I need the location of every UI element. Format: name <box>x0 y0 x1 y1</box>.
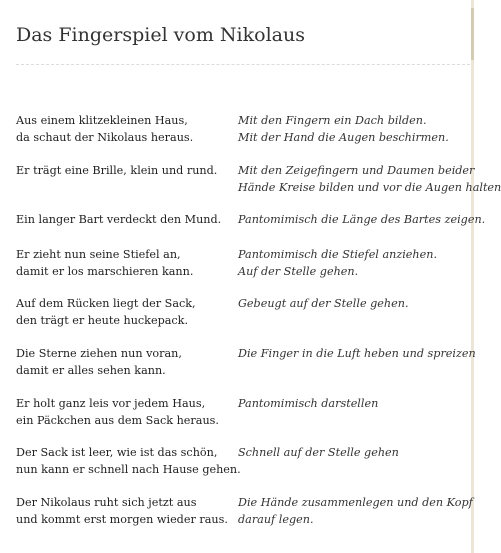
verse-line: Ein langer Bart verdeckt den Mund. <box>16 213 222 226</box>
action-line: Gebeugt auf der Stelle gehen. <box>238 297 409 310</box>
stanza-3 <box>16 211 486 247</box>
stanza-6 <box>16 345 474 381</box>
verse-text <box>16 295 236 329</box>
page-title: Das Fingerspiel vom Nikolaus <box>16 24 305 46</box>
action-text <box>238 444 474 461</box>
action-line: Die Finger in die Luft heben und spreizen <box>238 347 476 360</box>
stanza-2 <box>16 162 501 198</box>
verse-line: Die Sterne ziehen nun voran, <box>16 347 182 360</box>
stanza-7 <box>16 395 474 431</box>
verse-line: Aus einem klitzekleinen Haus, <box>16 114 188 127</box>
verse-line: Auf dem Rücken liegt der Sack, <box>16 297 196 310</box>
action-line: Die Hände zusammenlegen und den Kopf <box>238 496 473 509</box>
action-text <box>238 494 474 528</box>
verse-line: ein Päckchen aus dem Sack heraus. <box>16 414 219 427</box>
verse-text <box>16 211 236 228</box>
verse-line: Der Sack ist leer, wie ist das schön, <box>16 446 218 459</box>
verse-text <box>16 246 236 280</box>
action-text <box>238 112 474 146</box>
action-text <box>238 395 474 412</box>
verse-line: den trägt er heute huckepack. <box>16 314 189 327</box>
verse-line: Der Nikolaus ruht sich jetzt aus <box>16 496 197 509</box>
action-line: Auf der Stelle gehen. <box>238 265 359 278</box>
verse-line: und kommt erst morgen wieder raus. <box>16 513 228 526</box>
stanza-1 <box>16 112 474 148</box>
verse-line: damit er los marschieren kann. <box>16 265 194 278</box>
action-line: Hände Kreise bilden und vor die Augen halten <box>238 181 501 194</box>
verse-text <box>16 395 236 429</box>
action-text <box>238 246 474 280</box>
action-text <box>238 345 474 362</box>
action-line: Mit den Fingern ein Dach bilden. <box>238 114 427 127</box>
action-line: Pantomimisch die Länge des Bartes zeigen. <box>238 213 486 226</box>
verse-line: nun kann er schnell nach Hause gehen. <box>16 463 241 476</box>
verse-text <box>16 345 236 379</box>
verse-text <box>16 494 236 528</box>
action-line: Mit der Hand die Augen beschirmen. <box>238 131 449 144</box>
action-line: Schnell auf der Stelle gehen <box>238 446 399 459</box>
action-text <box>238 211 486 228</box>
action-line: Pantomimisch die Stiefel anziehen. <box>238 248 437 261</box>
verse-line: da schaut der Nikolaus heraus. <box>16 131 194 144</box>
action-line: darauf legen. <box>238 513 314 526</box>
stanza-9 <box>16 494 474 530</box>
stanza-8 <box>16 444 474 480</box>
title-divider <box>16 64 470 65</box>
action-line: Mit den Zeigefingern und Daumen beider <box>238 164 475 177</box>
verse-line: Er zieht nun seine Stiefel an, <box>16 248 181 261</box>
stanza-5 <box>16 295 474 331</box>
verse-text <box>16 112 236 146</box>
action-line: Pantomimisch darstellen <box>238 397 379 410</box>
verse-text <box>16 162 236 179</box>
action-text <box>238 162 501 196</box>
verse-line: damit er alles sehen kann. <box>16 364 166 377</box>
verse-line: Er trägt eine Brille, klein und rund. <box>16 164 218 177</box>
stanza-4 <box>16 246 474 282</box>
page-edge-tab <box>471 8 474 60</box>
verse-line: Er holt ganz leis vor jedem Haus, <box>16 397 206 410</box>
verse-text <box>16 444 241 478</box>
action-text <box>238 295 474 312</box>
